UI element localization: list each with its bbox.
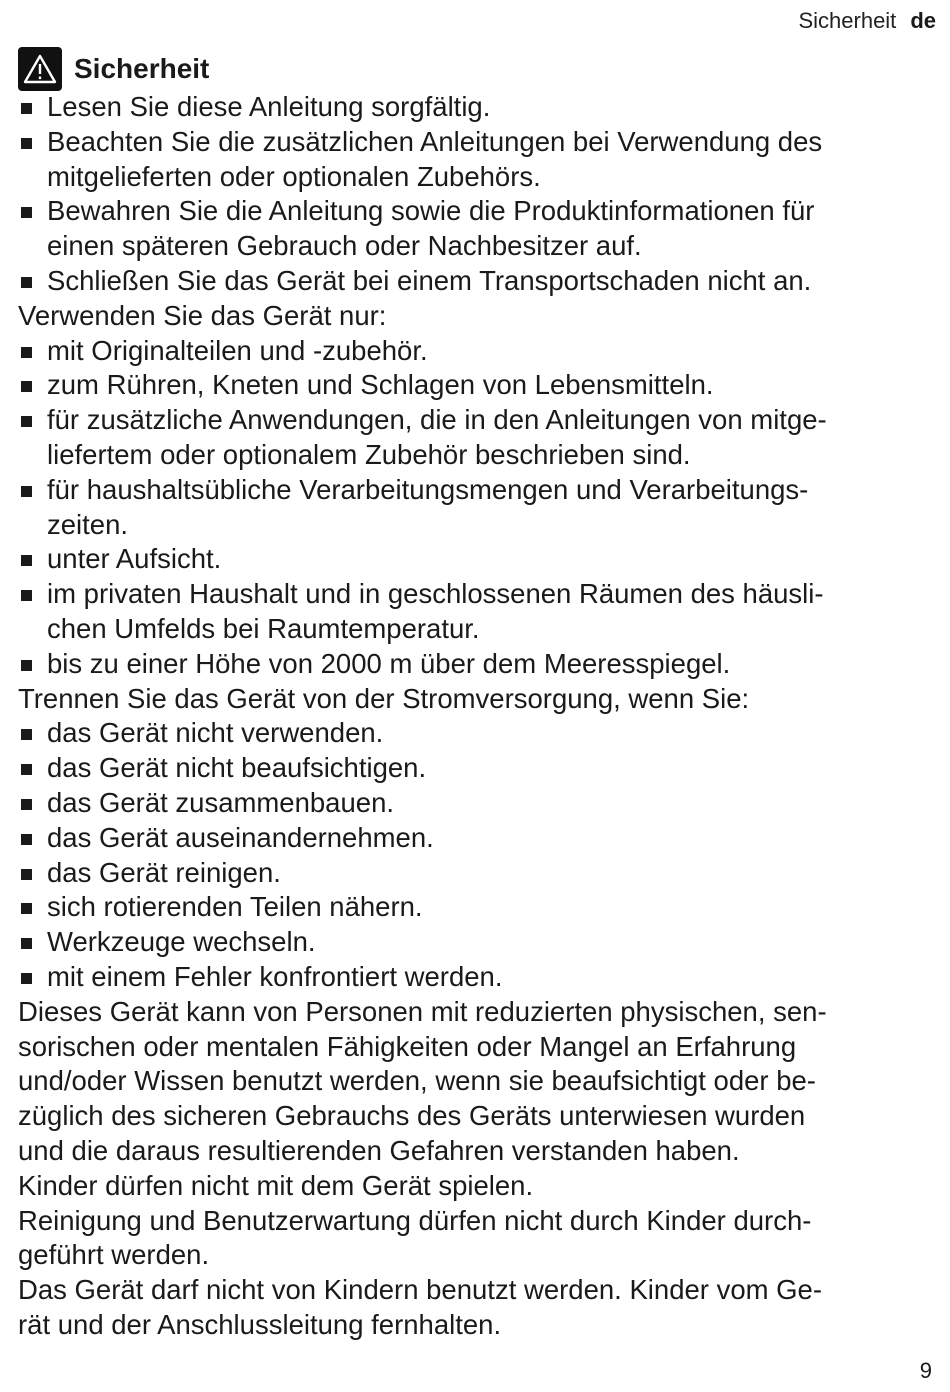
bullet-item — [18, 960, 918, 995]
text-line: das Gerät nicht beaufsichtigen. — [47, 752, 427, 784]
bullet-item — [18, 786, 918, 821]
bullet-item — [18, 194, 918, 264]
text-line: Beachten Sie die zusätzlichen Anleitungen bei Verwendung des — [47, 125, 823, 157]
bullet-item — [18, 890, 918, 925]
section-heading — [18, 44, 918, 94]
paragraph — [18, 995, 918, 1169]
text-line: für zusätzliche Anwendungen, die in den Anleitungen von mitge- — [47, 404, 827, 436]
safety-text-body — [18, 90, 918, 1343]
header-language-code: de — [910, 8, 936, 33]
bullet-item — [18, 125, 918, 195]
text-line: Reinigung und Benutzerwartung dürfen nicht durch Kinder durch- — [18, 1204, 812, 1236]
safety-section — [18, 44, 918, 1343]
text-line: zeiten. — [47, 508, 129, 540]
text-line: im privaten Haushalt und in geschlossenen Räumen des häusli- — [47, 578, 824, 610]
header-section-name: Sicherheit — [798, 8, 897, 33]
text-line: unter Aufsicht. — [47, 543, 222, 575]
text-line: mit Originalteilen und -zubehör. — [47, 334, 428, 366]
warning-triangle-icon — [18, 47, 62, 91]
text-line: züglich des sicheren Gebrauchs des Geräts unterwiesen wurden — [18, 1100, 806, 1132]
bullet-item — [18, 751, 918, 786]
text-line: Verwenden Sie das Gerät nur: — [18, 299, 387, 331]
text-line: geführt werden. — [18, 1239, 210, 1271]
text-line: und/oder Wissen benutzt werden, wenn sie beaufsichtigt oder be- — [18, 1065, 816, 1097]
text-line: Das Gerät darf nicht von Kindern benutzt werden. Kinder vom Ge- — [18, 1274, 823, 1306]
section-title: Sicherheit — [74, 52, 210, 84]
text-line: das Gerät zusammenbauen. — [47, 786, 394, 818]
text-line: rät und der Anschlussleitung fernhalten. — [18, 1308, 502, 1340]
bullet-item — [18, 368, 918, 403]
text-line: sich rotierenden Teilen nähern. — [47, 891, 423, 923]
text-line: bis zu einer Höhe von 2000 m über dem Meeresspiegel. — [47, 647, 731, 679]
text-line: Bewahren Sie die Anleitung sowie die Produktinformationen für — [47, 195, 815, 227]
bullet-item — [18, 647, 918, 682]
bullet-item — [18, 821, 918, 856]
text-line: sorischen oder mentalen Fähigkeiten oder Mangel an Erfahrung — [18, 1030, 797, 1062]
text-line: zum Rühren, Kneten und Schlagen von Lebensmitteln. — [47, 369, 714, 401]
paragraph — [18, 1273, 918, 1343]
paragraph — [18, 1169, 918, 1204]
bullet-item — [18, 90, 918, 125]
bullet-item — [18, 264, 918, 299]
text-line: das Gerät reinigen. — [47, 856, 281, 888]
page-number: 9 — [919, 1358, 932, 1383]
text-line: Kinder dürfen nicht mit dem Gerät spielen. — [18, 1169, 534, 1201]
bullet-item — [18, 925, 918, 960]
text-line: Trennen Sie das Gerät von der Stromversorgung, wenn Sie: — [18, 682, 750, 714]
paragraph — [18, 682, 918, 717]
bullet-item — [18, 856, 918, 891]
text-line: einen späteren Gebrauch oder Nachbesitzer auf. — [47, 230, 642, 262]
bullet-item — [18, 542, 918, 577]
text-line: Dieses Gerät kann von Personen mit reduzierten physischen, sen- — [18, 995, 827, 1027]
text-line: Werkzeuge wechseln. — [47, 926, 316, 958]
bullet-item — [18, 716, 918, 751]
paragraph — [18, 1204, 918, 1274]
text-line: mit einem Fehler konfrontiert werden. — [47, 960, 503, 992]
text-line: für haushaltsübliche Verarbeitungsmengen und Verarbeitungs- — [47, 473, 809, 505]
text-line: das Gerät nicht verwenden. — [47, 717, 384, 749]
text-line: chen Umfelds bei Raumtemperatur. — [47, 612, 480, 644]
text-line: und die daraus resultierenden Gefahren verstanden haben. — [18, 1134, 740, 1166]
text-line: liefertem oder optionalem Zubehör beschrieben sind. — [47, 438, 691, 470]
bullet-item — [18, 473, 918, 543]
paragraph — [18, 299, 918, 334]
text-line: Lesen Sie diese Anleitung sorgfältig. — [47, 91, 491, 122]
text-line: mitgelieferten oder optionalen Zubehörs. — [47, 160, 541, 192]
bullet-item — [18, 334, 918, 369]
page-header — [798, 6, 936, 36]
text-line: Schließen Sie das Gerät bei einem Transportschaden nicht an. — [47, 264, 812, 296]
bullet-item — [18, 577, 918, 647]
text-line: das Gerät auseinandernehmen. — [47, 821, 434, 853]
bullet-item — [18, 403, 918, 473]
